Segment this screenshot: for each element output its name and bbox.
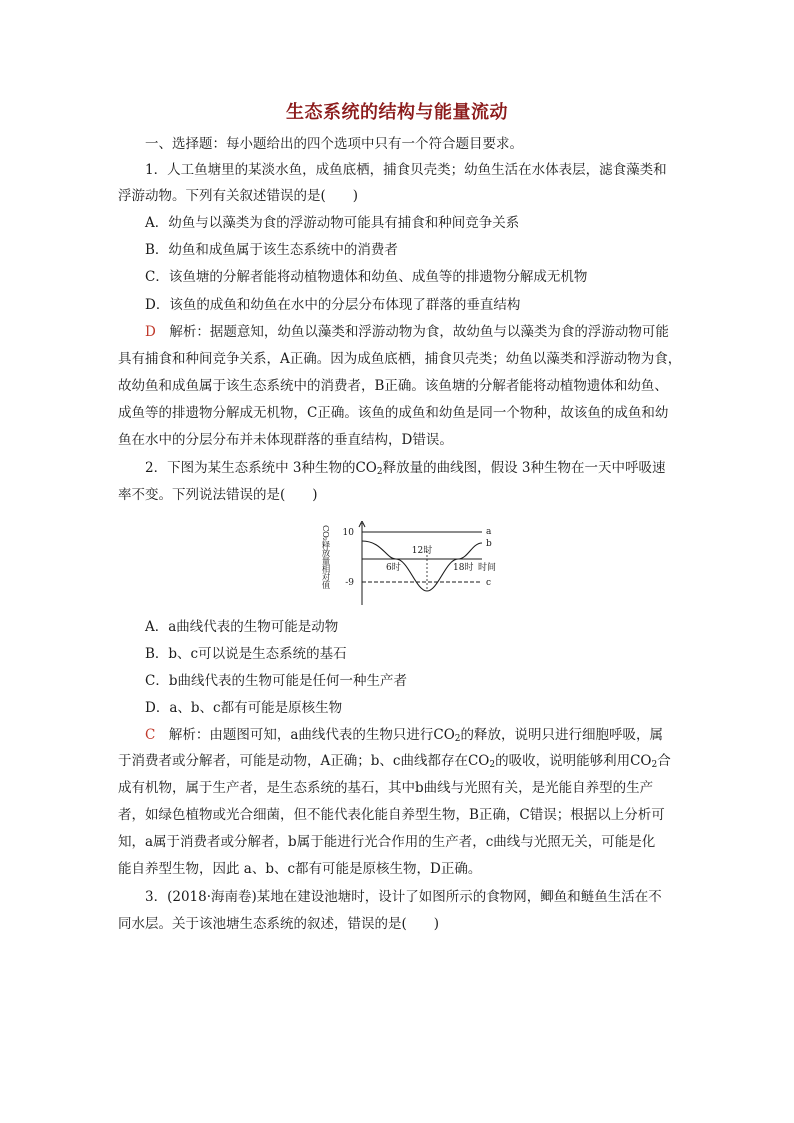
q1-option-a: A．幼鱼与以藻类为食的浮游动物可能具有捕食和种间竞争关系 — [145, 215, 520, 231]
y-tick-top: 10 — [342, 528, 354, 538]
q2-stem-part1: 2．下图为某生态系统中 3种生物的CO — [145, 460, 377, 476]
co2-curve-figure — [316, 521, 506, 605]
q2-analysis2-part2: 的吸收，说明能够利用CO — [495, 753, 652, 769]
curve-a-label: a — [486, 527, 492, 537]
q2-option-c: C．b曲线代表的生物可能是任何一种生产者 — [145, 673, 407, 689]
q2-analysis-line4: 者，如绿色植物或光合细菌，但不能代表化能自养型生物，B正确，C错误；根据以上分析可 — [118, 807, 665, 823]
q2-option-d: D．a、b、c都有可能是原核生物 — [145, 700, 343, 716]
q3-stem-line2: 同水层。关于该池塘生态系统的叙述，错误的是( ) — [118, 916, 440, 932]
q2-answer-letter: C — [145, 727, 156, 743]
q1-analysis-text: 解析：据题意知，幼鱼以藻类和浮游动物为食，故幼鱼与以藻类为食的浮游动物可能 — [169, 324, 669, 340]
section-heading: 一、选择题：每小题给出的四个选项中只有一个符合题目要求。 — [145, 136, 523, 152]
q1-analysis-line2: 具有捕食和种间竞争关系，A正确。因为成鱼底栖，捕食贝壳类；幼鱼以藻类和浮游动物为食， — [118, 351, 682, 367]
q1-analysis-line4: 成鱼等的排遗物分解成无机物，C正确。该鱼的成鱼和幼鱼是同一个物种，故该鱼的成鱼和幼 — [118, 405, 669, 421]
q2-stem-line1 — [145, 459, 715, 481]
page-title: 生态系统的结构与能量流动 — [286, 102, 508, 123]
q2-stem-sub: 2 — [376, 467, 383, 477]
q2-analysis-part1: 解析：由题图可知，a曲线代表的生物只进行CO — [168, 727, 455, 743]
label-12h: 12时 — [411, 546, 433, 556]
q1-option-b: B．幼鱼和成鱼属于该生态系统中的消费者 — [145, 242, 398, 258]
q2-analysis-line6: 能自养型生物，因此 a、b、c都有可能是原核生物，D正确。 — [118, 861, 482, 877]
q1-analysis-line3: 故幼鱼和成鱼属于该生态系统中的消费者，B正确。该鱼塘的分解者能将动植物遗体和幼鱼、 — [118, 378, 668, 394]
q2-analysis-line5: 知，a属于消费者或分解者，b属于能进行光合作用的生产者，c曲线与光照无关，可能是化 — [118, 834, 656, 850]
q2-stem-part2: 释放量的曲线图，假设 3种生物在一天中呼吸速 — [382, 460, 666, 476]
q2-analysis2-part3: 合 — [657, 753, 671, 769]
q2-stem-line2: 率不变。下列说法错误的是( ) — [118, 487, 318, 503]
x-axis-label: 时间 — [478, 563, 497, 573]
q2-analysis2-sub2: 2 — [651, 760, 658, 770]
q1-option-d: D．该鱼的成鱼和幼鱼在水中的分层分布体现了群落的垂直结构 — [145, 297, 521, 313]
q2-analysis2-part1: 于消费者或分解者，可能是动物，A正确；b、c曲线都存在CO — [118, 753, 490, 769]
q1-stem-line2: 浮游动物。下列有关叙述错误的是( ) — [118, 188, 359, 204]
q2-analysis-sub1: 2 — [454, 734, 461, 744]
q2-analysis-part2: 的释放，说明只进行细胞呼吸，属 — [460, 727, 664, 743]
y-axis-label: CO₂释放量相对值 — [320, 525, 330, 589]
q3-stem-line1: 3．(2018·海南卷)某地在建设池塘时，设计了如图所示的食物网，鲫鱼和鲢鱼生活在不 — [145, 889, 662, 905]
q2-analysis-line3: 成有机物，属于生产者，是生态系统的基石，其中b曲线与光照有关，是光能自养型的生产 — [118, 780, 654, 796]
label-18h: 18时 — [453, 563, 474, 573]
q2-option-b: B．b、c可以说是生态系统的基石 — [145, 646, 347, 662]
q1-analysis-line5: 鱼在水中的分层分布并未体现群落的垂直结构，D错误。 — [118, 432, 453, 448]
q2-option-a: A．a曲线代表的生物可能是动物 — [145, 619, 339, 635]
q1-answer-letter: D — [145, 324, 156, 340]
curve-b-label: b — [486, 539, 492, 549]
y-tick-bottom: -9 — [345, 578, 354, 588]
q1-stem-line1: 1．人工鱼塘里的某淡水鱼，成鱼底栖，捕食贝壳类；幼鱼生活在水体表层，滤食藻类和 — [145, 162, 667, 178]
curve-c-label: c — [486, 578, 492, 588]
q2-analysis-line1 — [145, 726, 715, 748]
q2-analysis2-sub1: 2 — [489, 760, 496, 770]
q1-option-c: C．该鱼塘的分解者能将动植物遗体和幼鱼、成鱼等的排遗物分解成无机物 — [145, 269, 588, 285]
label-6h: 6时 — [386, 563, 401, 573]
q2-analysis-line2 — [118, 752, 688, 774]
q1-analysis-line1 — [145, 323, 715, 341]
